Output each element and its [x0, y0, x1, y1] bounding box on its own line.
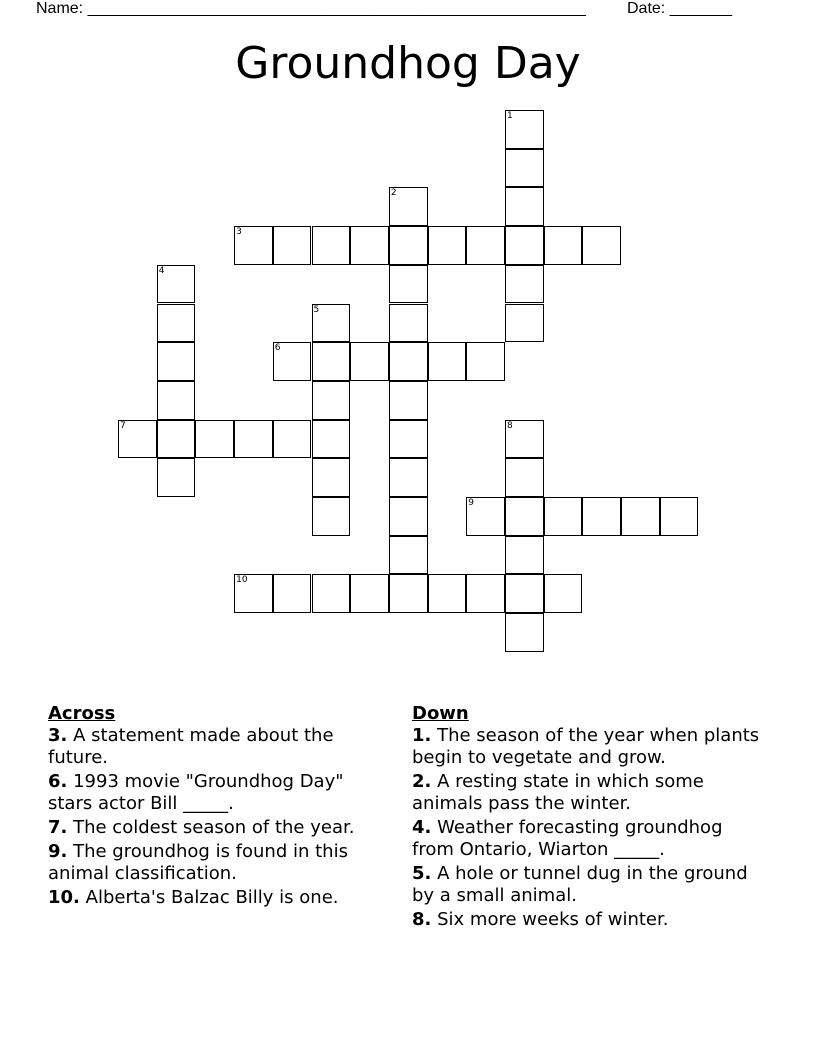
clue-text: The season of the year when plants begin to vegetate and grow. — [412, 725, 760, 768]
grid-cell[interactable] — [505, 497, 544, 536]
clue-text: Weather forecasting groundhog from Ontario, Wiarton _____. — [412, 817, 723, 860]
clue-text: The groundhog is found in this animal classification. — [48, 841, 348, 884]
clue-num: 3. — [48, 725, 68, 746]
across-clues — [48, 703, 388, 911]
grid-cell[interactable] — [389, 574, 428, 613]
grid-cell[interactable] — [312, 458, 351, 497]
grid-cell[interactable] — [505, 265, 544, 304]
grid-cell[interactable] — [428, 226, 467, 265]
clue-text: Alberta's Balzac Billy is one. — [85, 887, 339, 908]
clue-num: 6. — [48, 771, 68, 792]
date-field: Date: _______ — [627, 0, 732, 17]
across-clue — [48, 771, 388, 815]
across-clue — [48, 817, 388, 839]
clue-number: 5 — [313, 304, 320, 315]
clue-num: 8. — [412, 909, 432, 930]
clue-num: 9. — [48, 841, 68, 862]
grid-cell[interactable] — [505, 149, 544, 188]
clue-text: Six more weeks of winter. — [437, 909, 669, 930]
grid-cell[interactable] — [505, 458, 544, 497]
clue-num: 5. — [412, 863, 432, 884]
page-title: Groundhog Day — [235, 38, 581, 89]
grid-cell[interactable] — [505, 574, 544, 613]
grid-cell[interactable] — [389, 265, 428, 304]
across-clue — [48, 841, 388, 885]
down-clue — [412, 909, 762, 931]
down-clues — [412, 703, 762, 933]
grid-cell[interactable] — [389, 304, 428, 343]
grid-cell[interactable] — [466, 226, 505, 265]
grid-cell[interactable] — [157, 458, 196, 497]
grid-cell[interactable] — [428, 342, 467, 381]
clue-number: 8 — [507, 420, 513, 431]
grid-cell[interactable] — [389, 497, 428, 536]
grid-cell[interactable] — [157, 420, 196, 459]
grid-cell[interactable] — [505, 226, 544, 265]
grid-cell[interactable] — [466, 342, 505, 381]
clue-num: 10. — [48, 887, 80, 908]
grid-cell[interactable] — [505, 420, 544, 459]
grid-cell[interactable] — [312, 420, 351, 459]
grid-cell[interactable] — [350, 574, 389, 613]
grid-cell[interactable] — [428, 574, 467, 613]
grid-cell[interactable] — [312, 226, 351, 265]
grid-cell[interactable] — [350, 226, 389, 265]
clue-text: 1993 movie "Groundhog Day" stars actor Bill _____. — [48, 771, 344, 814]
across-clue — [48, 725, 388, 769]
grid-cell[interactable] — [544, 226, 583, 265]
grid-cell[interactable] — [312, 497, 351, 536]
down-heading: Down — [412, 703, 469, 724]
clue-number: 2 — [390, 188, 397, 199]
grid-cell[interactable] — [505, 110, 544, 149]
down-clue — [412, 817, 762, 861]
grid-cell[interactable] — [544, 497, 583, 536]
down-clue — [412, 771, 762, 815]
grid-cell[interactable] — [234, 226, 273, 265]
clue-number: 10 — [236, 575, 248, 586]
grid-cell[interactable] — [505, 187, 544, 226]
grid-cell[interactable] — [312, 342, 351, 381]
grid-cell[interactable] — [234, 574, 273, 613]
grid-cell[interactable] — [312, 574, 351, 613]
grid-cell[interactable] — [234, 420, 273, 459]
clue-text: A resting state in which some animals pass the winter. — [412, 771, 704, 814]
grid-cell[interactable] — [660, 497, 699, 536]
grid-cell[interactable] — [118, 420, 157, 459]
grid-cell[interactable] — [312, 304, 351, 343]
clue-num: 2. — [412, 771, 432, 792]
grid-cell[interactable] — [273, 420, 312, 459]
grid-cell[interactable] — [389, 536, 428, 575]
name-field: Name: ________________________________________________________ — [36, 0, 586, 17]
grid-cell[interactable] — [389, 420, 428, 459]
grid-cell[interactable] — [389, 226, 428, 265]
clue-number: 4 — [158, 265, 165, 276]
clue-text: The coldest season of the year. — [73, 817, 355, 838]
clue-num: 1. — [412, 725, 432, 746]
grid-cell[interactable] — [157, 304, 196, 343]
grid-cell[interactable] — [273, 342, 312, 381]
down-clue — [412, 863, 762, 907]
grid-cell[interactable] — [389, 381, 428, 420]
clue-num: 4. — [412, 817, 432, 838]
grid-cell[interactable] — [350, 342, 389, 381]
grid-cell[interactable] — [157, 381, 196, 420]
grid-cell[interactable] — [505, 304, 544, 343]
clue-number: 7 — [120, 420, 126, 431]
grid-cell[interactable] — [621, 497, 660, 536]
clue-number: 1 — [507, 111, 513, 121]
across-clue — [48, 887, 388, 909]
grid-cell[interactable] — [157, 342, 196, 381]
grid-cell[interactable] — [195, 420, 234, 459]
clue-number: 3 — [236, 227, 242, 238]
grid-cell[interactable] — [505, 536, 544, 575]
grid-cell[interactable] — [582, 226, 621, 265]
grid-cell[interactable] — [505, 613, 544, 652]
grid-cell[interactable] — [544, 574, 583, 613]
clue-text: A hole or tunnel dug in the ground by a small animal. — [412, 863, 748, 906]
grid-cell[interactable] — [312, 381, 351, 420]
grid-cell[interactable] — [582, 497, 621, 536]
grid-cell[interactable] — [273, 226, 312, 265]
grid-cell[interactable] — [389, 458, 428, 497]
grid-cell[interactable] — [157, 265, 196, 304]
clue-text: A statement made about the future. — [48, 725, 334, 768]
grid-cell[interactable] — [389, 342, 428, 381]
grid-cell[interactable] — [273, 574, 312, 613]
grid-cell[interactable] — [389, 187, 428, 226]
clue-number: 9 — [468, 498, 475, 508]
grid-cell[interactable] — [466, 497, 505, 536]
across-heading: Across — [48, 703, 116, 724]
grid-cell[interactable] — [466, 574, 505, 613]
clue-number: 6 — [274, 343, 281, 354]
clue-num: 7. — [48, 817, 68, 838]
down-clue — [412, 725, 762, 769]
